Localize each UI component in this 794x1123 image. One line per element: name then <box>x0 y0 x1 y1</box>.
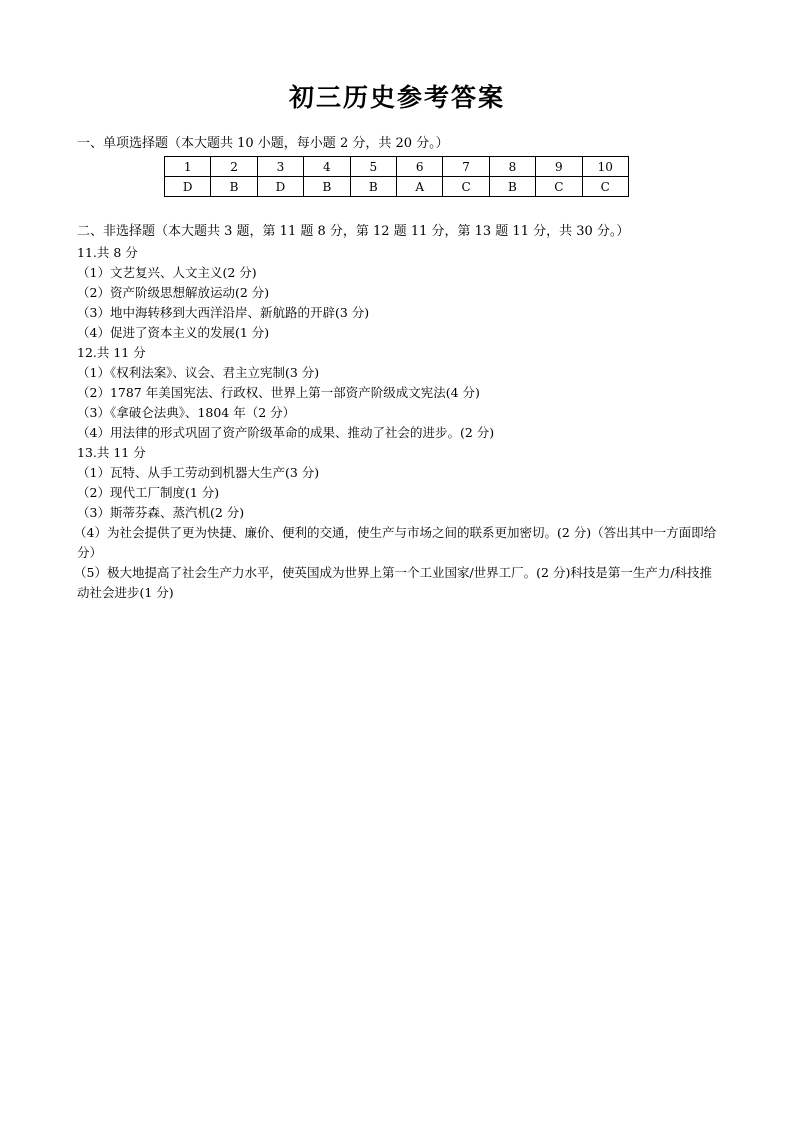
answer-letter-cell: C <box>536 177 582 197</box>
question-number-cell: 10 <box>582 157 628 177</box>
answer-letter-cell: B <box>304 177 350 197</box>
question-number-cell: 7 <box>443 157 489 177</box>
question-12-title: 12.共 11 分 <box>77 345 146 360</box>
question-number-row <box>165 157 629 177</box>
question-number-cell: 8 <box>489 157 535 177</box>
section-2-heading: 二、非选择题（本大题共 3 题，第 11 题 8 分，第 12 题 11 分，第 13 题 11 分，共 30 分。） <box>77 224 630 239</box>
question-11-answer-3: （3）地中海转移到大西洋沿岸、新航路的开辟(3 分) <box>77 305 370 320</box>
multiple-choice-answer-table <box>164 156 629 197</box>
question-13-answer-3: （3）斯蒂芬森、蒸汽机(2 分) <box>77 505 245 520</box>
question-12-answer-3: （3）《拿破仑法典》、1804 年（2 分） <box>77 405 296 420</box>
question-12-answer-1: （1）《权利法案》、议会、君主立宪制(3 分) <box>77 365 320 380</box>
question-13-answer-4: （4）为社会提供了更为快捷、廉价、便利的交通，使生产与市场之间的联系更加密切。(2 分)（答出其中一方面即给分） <box>74 525 717 560</box>
question-12-answer-2: （2）1787 年美国宪法、行政权、世界上第一部资产阶级成文宪法(4 分) <box>77 385 480 400</box>
question-number-cell: 3 <box>257 157 303 177</box>
answer-letter-cell: D <box>257 177 303 197</box>
question-number-cell: 5 <box>350 157 396 177</box>
question-12-answer-4: （4）用法律的形式巩固了资产阶级革命的成果、推动了社会的进步。(2 分) <box>77 425 495 440</box>
question-11-answer-2: （2）资产阶级思想解放运动(2 分) <box>77 285 270 300</box>
answer-letter-cell: B <box>211 177 257 197</box>
page-title: 初三历史参考答案 <box>288 83 505 112</box>
section-2-content <box>74 243 722 603</box>
answer-letter-cell: D <box>165 177 211 197</box>
answer-letter-cell: C <box>582 177 628 197</box>
question-number-cell: 1 <box>165 157 211 177</box>
answer-letter-cell: C <box>443 177 489 197</box>
question-number-cell: 2 <box>211 157 257 177</box>
answer-letter-cell: B <box>350 177 396 197</box>
question-number-cell: 6 <box>396 157 442 177</box>
question-13-title: 13.共 11 分 <box>77 445 146 460</box>
question-13-answer-1: （1）瓦特、从手工劳动到机器大生产(3 分) <box>77 465 320 480</box>
question-number-cell: 4 <box>304 157 350 177</box>
question-number-cell: 9 <box>536 157 582 177</box>
answer-letter-cell: A <box>396 177 442 197</box>
answer-letter-row <box>165 177 629 197</box>
answer-letter-cell: B <box>489 177 535 197</box>
question-11-answer-4: （4）促进了资本主义的发展(1 分) <box>77 325 270 340</box>
question-13-answer-2: （2）现代工厂制度(1 分) <box>77 485 220 500</box>
question-13-answer-5: （5）极大地提高了社会生产力水平，使英国成为世界上第一个工业国家/世界工厂。(2 分)科技是第一生产力/科技推动社会进步(1 分) <box>74 565 713 600</box>
question-11-answer-1: （1）文艺复兴、人文主义(2 分) <box>77 265 257 280</box>
question-11-title: 11.共 8 分 <box>77 245 138 260</box>
section-1-heading: 一、单项选择题（本大题共 10 小题，每小题 2 分，共 20 分。） <box>77 136 449 151</box>
